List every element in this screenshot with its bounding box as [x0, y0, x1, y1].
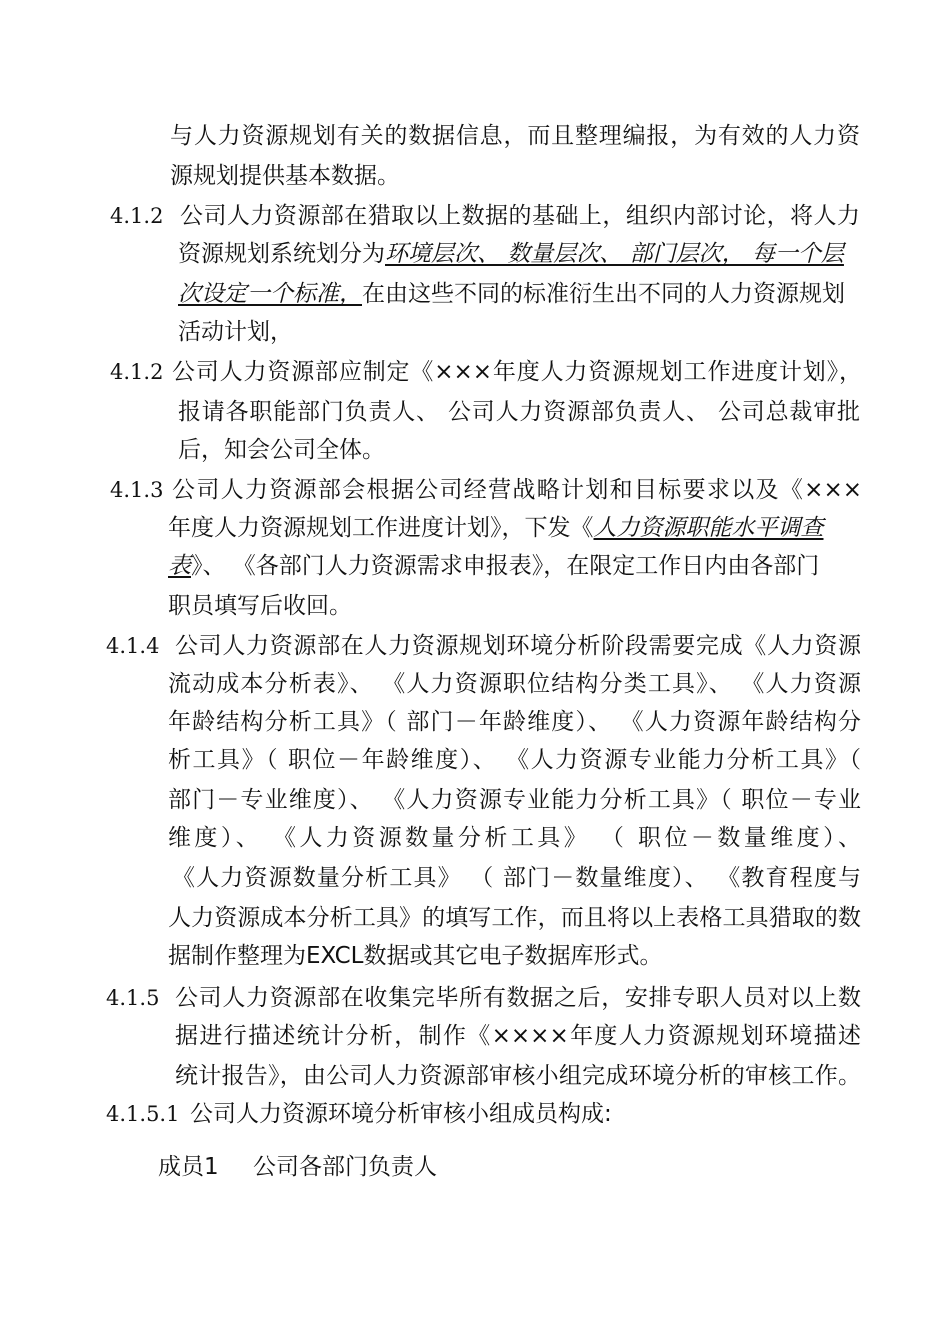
text: 人力资源成本分析工具》的填写工作，而且将以上表格工具猎取的数 [168, 905, 861, 931]
underlined-text: 次设定一个标准， [178, 281, 362, 307]
text: 公司人力资源部应制定《×××年度人力资源规划工作进度计划》， [172, 359, 862, 385]
paragraph-line [175, 984, 861, 1012]
paragraph-line [175, 1022, 861, 1050]
text: 源规划提供基本数据。 [170, 163, 400, 189]
text: 报请各职能部门负责人、 公司人力资源部负责人、 公司总裁审批 [178, 399, 860, 425]
paragraph-line [168, 670, 861, 698]
section-number: 4.1.2 [110, 360, 164, 384]
text: 维度）、 《人力资源数量分析工具》 （ 职位－数量维度）、 [168, 825, 861, 851]
section-number: 4.1.2 [110, 204, 164, 228]
paragraph-line [170, 122, 860, 150]
text: 部门－专业维度）、 《人力资源专业能力分析工具》（ 职位－专业 [168, 787, 861, 813]
text: 》、 《各部门人力资源需求申报表》，在限定工作日内由各部门 [191, 553, 820, 579]
underlined-text: 人力资源职能水平调查 [593, 515, 824, 541]
member-value: 公司各部门负责人 [253, 1154, 437, 1180]
member-label: 成员1 [158, 1154, 219, 1180]
paragraph-line [168, 708, 861, 736]
paragraph-line [168, 746, 861, 774]
paragraph-line [168, 592, 352, 620]
paragraph-line [168, 514, 862, 542]
paragraph-line [180, 202, 860, 230]
section-number: 4.1.4 [106, 634, 160, 658]
text: 后，知会公司全体。 [178, 437, 385, 463]
text: 公司人力资源部在猎取以上数据的基础上，组织内部讨论，将人力 [180, 203, 860, 229]
underlined-text: 表 [168, 553, 191, 579]
text: 据制作整理为EXCL数据或其它电子数据库形式。 [168, 943, 663, 969]
text: 职员填写后收回。 [168, 593, 352, 619]
paragraph-line [172, 358, 862, 386]
paragraph-line [170, 162, 400, 190]
paragraph-line [168, 942, 663, 970]
paragraph-line [178, 240, 860, 268]
text: 年龄结构分析工具》（ 部门－年龄维度）、 《人力资源年龄结构分 [168, 709, 861, 735]
text: 公司人力资源部在收集完毕所有数据之后，安排专职人员对以上数 [175, 985, 861, 1011]
underlined-text: 环境层次、 数量层次、 部门层次， 每一个层 [385, 241, 844, 267]
text: 与人力资源规划有关的数据信息，而且整理编报，为有效的人力资 [170, 123, 860, 149]
paragraph-line [178, 398, 860, 426]
text: 《人力资源数量分析工具》 （ 部门－数量维度）、 《教育程度与 [172, 865, 861, 891]
section-number: 4.1.5.1 [106, 1102, 180, 1126]
text: 资源规划系统划分为 [178, 241, 385, 267]
paragraph-line [172, 476, 862, 504]
section-number: 4.1.5 [106, 986, 160, 1010]
text: 流动成本分析表》、 《人力资源职位结构分类工具》、 《人力资源 [168, 671, 861, 697]
paragraph-line [175, 1062, 861, 1090]
text: 在由这些不同的标准衍生出不同的人力资源规划 [362, 281, 845, 307]
paragraph-line [168, 552, 862, 580]
paragraph-line [168, 786, 861, 814]
paragraph-line [168, 824, 861, 852]
paragraph-line [172, 864, 861, 892]
text: 活动计划， [178, 319, 293, 345]
text: 析工具》（ 职位－年龄维度）、 《人力资源专业能力分析工具》（ [168, 747, 861, 773]
text: 公司人力资源环境分析审核小组成员构成: [190, 1101, 612, 1127]
paragraph-line [178, 318, 293, 346]
paragraph-line [175, 632, 861, 660]
text: 年度人力资源规划工作进度计划》，下发《 [168, 515, 594, 541]
text: 统计报告》，由公司人力资源部审核小组完成环境分析的审核工作。 [175, 1063, 861, 1089]
paragraph-line [178, 280, 860, 308]
section-number: 4.1.3 [110, 478, 164, 502]
text: 公司人力资源部会根据公司经营战略计划和目标要求以及《××× [172, 477, 862, 503]
paragraph-line [178, 436, 385, 464]
paragraph-line [168, 904, 861, 932]
paragraph-line [190, 1100, 612, 1128]
text: 据进行描述统计分析，制作《××××年度人力资源规划环境描述 [175, 1023, 861, 1049]
text: 公司人力资源部在人力资源规划环境分析阶段需要完成《人力资源 [175, 633, 861, 659]
